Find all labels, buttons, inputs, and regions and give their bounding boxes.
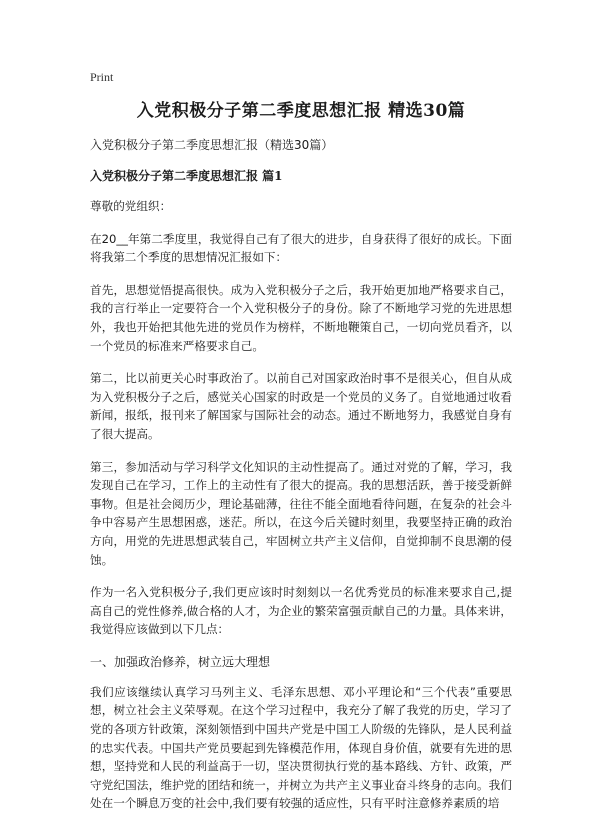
document-title: 入党积极分子第二季度思想汇报 精选30篇 — [136, 101, 466, 121]
sub-heading: 一、加强政治修养，树立远大理想 — [90, 654, 271, 669]
paragraph-summary: 作为一名入党积极分子,我们更应该时时刻刻以一名优秀党员的标准来要求自己,提高自己的党性修养,做合格的人才，为企业的繁荣富强贡献自己的力量。具体来讲，我觉得应该做到以下几点： — [90, 585, 512, 637]
paragraph-intro: 在20__年第二季度里，我觉得自己有了很大的进步，自身获得了很好的成长。下面将我第二个季度的思想情况汇报如下： — [90, 231, 512, 265]
document-subtitle: 入党积极分子第二季度思想汇报（精选30篇） — [90, 138, 334, 152]
print-label: Print — [90, 70, 114, 84]
paragraph-first: 首先，思想觉悟提高很快。成为入党积极分子之后，我开始更加地严格要求自己，我的言行举止一定要符合一个入党积极分子的身份。除了不断地学习党的先进思想外，我也开始把其他先进的党员作为榜样，不断地鞭策自己，一切向党员看齐，以一个党员的标准来严格要求自己。 — [90, 282, 512, 353]
paragraph-second: 第二，比以前更关心时事政治了。以前自己对国家政治时事不是很关心，但自从成为入党积极分子之后，感觉关心国家的时政是一个党员的义务了。自觉地通过收看新闻，报纸，报刊来了解国家与国际社会的动态。通过不断地努力，我感觉自身有了很大提高。 — [90, 371, 512, 441]
salutation: 尊敬的党组织： — [90, 199, 172, 213]
paragraph-third: 第三，参加活动与学习科学文化知识的主动性提高了。通过对党的了解，学习，我发现自己在学习，工作上的主动性有了很大的提高。我的思想活跃，善于接受新鲜事物。但是社会阅历少，理论基础薄，往往不能全面地看待问题，在复杂的社会斗争中容易产生思想困惑，迷茫。所以，在这今后关键时刻里，我要坚持正确的政治方向，用党的先进思想武装自己，牢固树立共产主义信仰，自觉抑制不良思潮的侵蚀。 — [90, 459, 512, 567]
section-heading: 入党积极分子第二季度思想汇报 篇1 — [90, 169, 283, 183]
paragraph-last: 我们应该继续认真学习马列主义、毛泽东思想、邓小平理论和“三个代表”重要思想，树立社会主义荣辱观。在这个学习过程中，我充分了解了我党的历史，学习了党的各项方针政策，深刻领悟到中国共产党是中国工人阶级的先锋队，是人民利益的忠实代表。中国共产党员要起到先锋模范作用，体现自身价值，就要有先进的思想，坚持党和人民的利益高于一切，坚决贯彻执行党的基本路线、方针、政策，严守党纪国法，维护党的团结和统一，并树立为共产主义事业奋斗终身的志向。我们处在一个瞬息万变的社会中,我们要有较强的适应性，只有平时注意修养素质的培 — [90, 684, 512, 811]
